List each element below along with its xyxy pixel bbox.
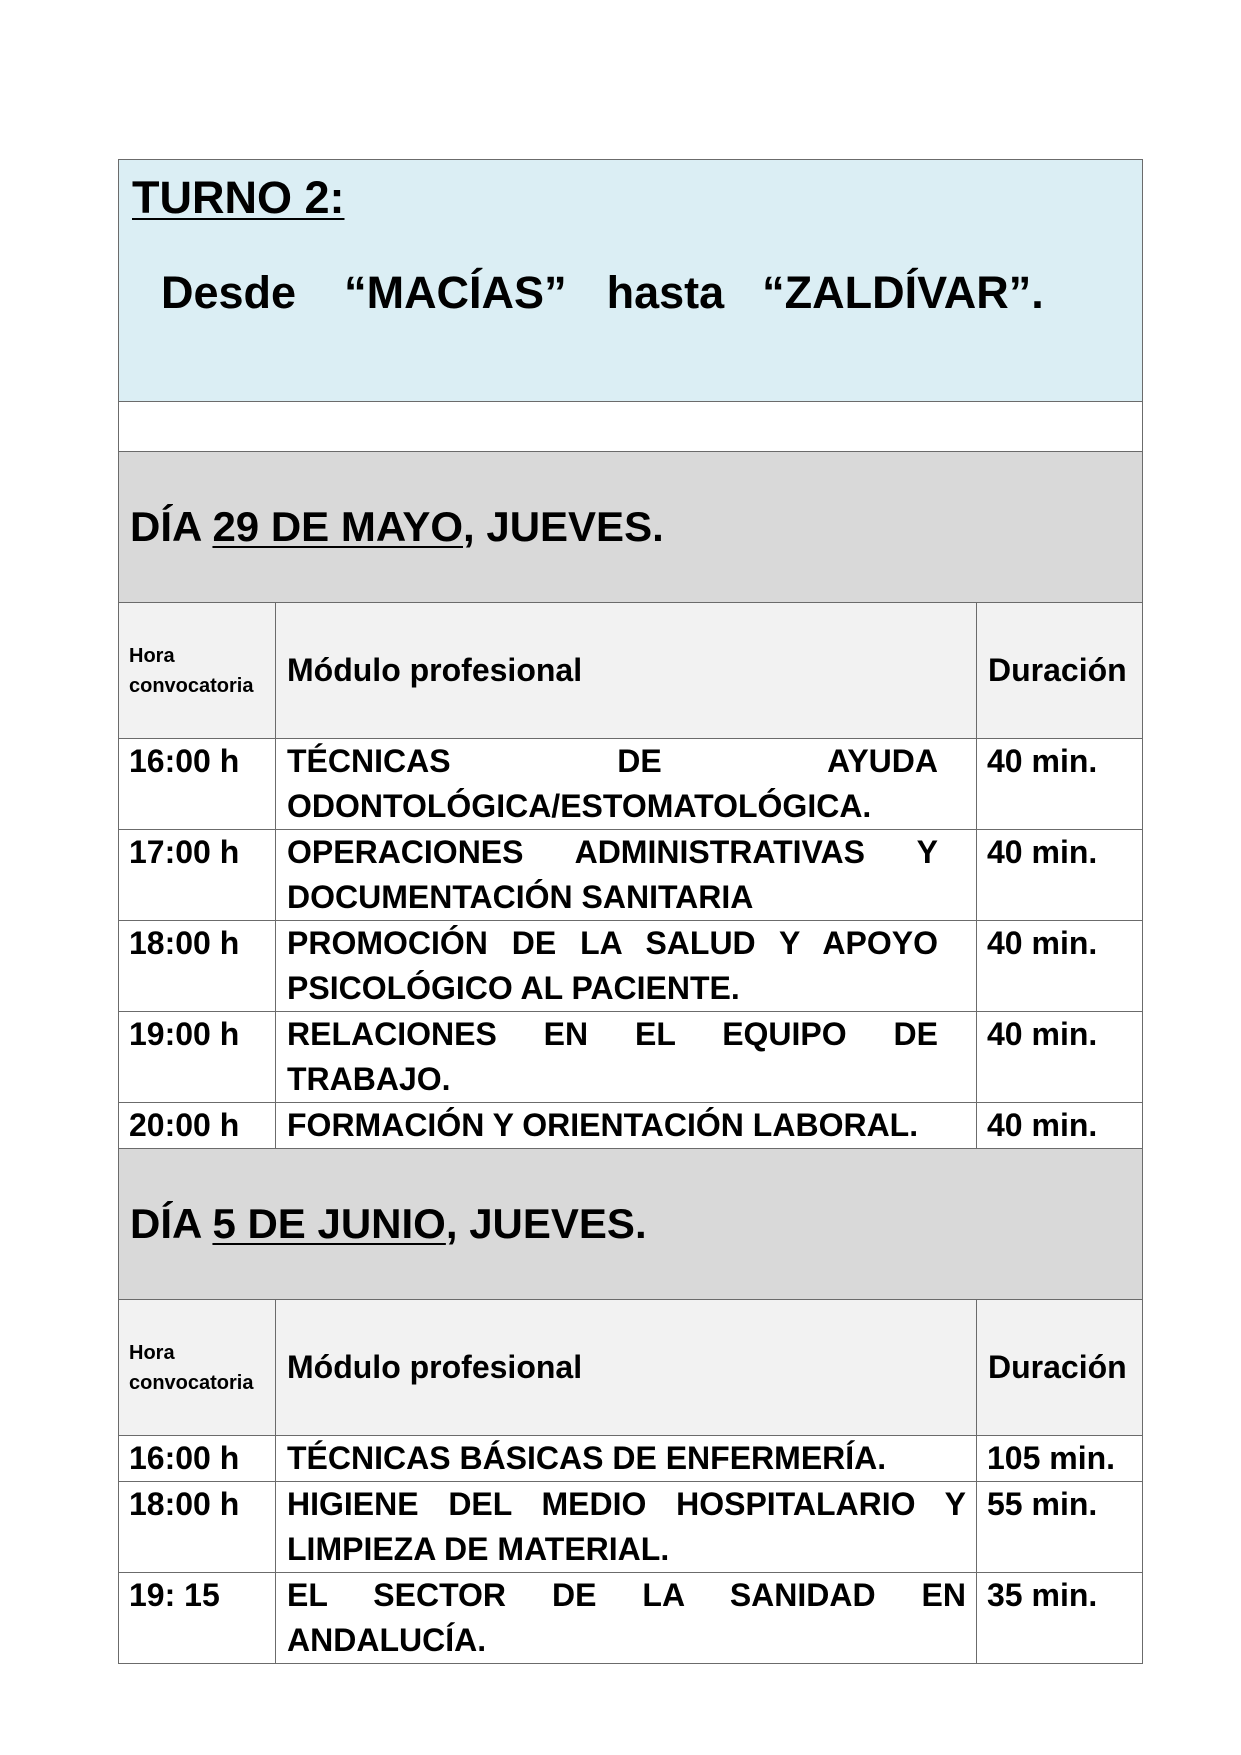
day-heading xyxy=(119,452,1143,603)
row-modulo: PROMOCIÓN DE LA SALUD Y APOYO PSICOLÓGICO AL PACIENTE. xyxy=(276,921,977,1012)
row-hora: 16:00 h xyxy=(119,1436,276,1482)
table-row xyxy=(119,1436,1143,1482)
day-title xyxy=(130,503,1142,551)
row-hora: 20:00 h xyxy=(119,1103,276,1149)
table-row xyxy=(119,1103,1143,1149)
col-hora-line1: Hora xyxy=(129,1341,175,1364)
table-row xyxy=(119,1573,1143,1664)
spacer-row xyxy=(119,402,1143,452)
turno-title: TURNO 2: xyxy=(132,172,345,223)
col-hora-line2: convocatoria xyxy=(129,674,254,697)
row-duracion: 40 min. xyxy=(977,921,1143,1012)
row-modulo: FORMACIÓN Y ORIENTACIÓN LABORAL. xyxy=(276,1103,977,1149)
column-header-row xyxy=(119,603,1143,739)
col-duracion-header: Duración xyxy=(977,603,1143,739)
col-hora-line1: Hora xyxy=(129,644,175,667)
row-modulo: TÉCNICAS BÁSICAS DE ENFERMERÍA. xyxy=(276,1436,977,1482)
range-word-from-name: “MACÍAS” xyxy=(344,267,567,319)
schedule-table xyxy=(118,159,1143,1664)
turno-range xyxy=(161,265,1142,321)
row-hora: 19:00 h xyxy=(119,1012,276,1103)
range-word-to-name: “ZALDÍVAR”. xyxy=(762,267,1044,319)
day-title xyxy=(130,1200,1142,1248)
row-hora: 18:00 h xyxy=(119,1482,276,1573)
row-duracion: 35 min. xyxy=(977,1573,1143,1664)
day-prefix: DÍA xyxy=(130,503,213,550)
row-duracion: 40 min. xyxy=(977,1012,1143,1103)
row-hora: 18:00 h xyxy=(119,921,276,1012)
row-hora: 17:00 h xyxy=(119,830,276,921)
table-row xyxy=(119,1482,1143,1573)
table-row xyxy=(119,830,1143,921)
day-suffix: , JUEVES. xyxy=(445,1200,647,1247)
row-duracion: 55 min. xyxy=(977,1482,1143,1573)
row-duracion: 105 min. xyxy=(977,1436,1143,1482)
row-hora: 16:00 h xyxy=(119,739,276,830)
row-modulo: TÉCNICAS DE AYUDA ODONTOLÓGICA/ESTOMATOLÓGICA. xyxy=(276,739,977,830)
turno-header xyxy=(119,160,1143,402)
col-hora-line2: convocatoria xyxy=(129,1371,254,1394)
table-row xyxy=(119,1012,1143,1103)
col-duracion-header: Duración xyxy=(977,1300,1143,1436)
day-date: 29 DE MAYO xyxy=(212,503,463,550)
row-modulo: RELACIONES EN EL EQUIPO DE TRABAJO. xyxy=(276,1012,977,1103)
range-word-desde: Desde xyxy=(161,267,297,319)
row-modulo: EL SECTOR DE LA SANIDAD EN ANDALUCÍA. xyxy=(276,1573,977,1664)
col-hora-header xyxy=(119,1300,276,1436)
row-duracion: 40 min. xyxy=(977,739,1143,830)
day-suffix: , JUEVES. xyxy=(463,503,664,550)
row-hora: 19: 15 xyxy=(119,1573,276,1664)
column-header-row xyxy=(119,1300,1143,1436)
day-date: 5 DE JUNIO xyxy=(212,1200,446,1247)
row-modulo: HIGIENE DEL MEDIO HOSPITALARIO Y LIMPIEZA DE MATERIAL. xyxy=(276,1482,977,1573)
row-modulo: OPERACIONES ADMINISTRATIVAS Y DOCUMENTACIÓN SANITARIA xyxy=(276,830,977,921)
range-word-hasta: hasta xyxy=(606,267,725,319)
col-modulo-header: Módulo profesional xyxy=(276,603,977,739)
row-duracion: 40 min. xyxy=(977,1103,1143,1149)
table-row xyxy=(119,921,1143,1012)
table-row xyxy=(119,739,1143,830)
col-modulo-header: Módulo profesional xyxy=(276,1300,977,1436)
day-heading xyxy=(119,1149,1143,1300)
col-hora-header xyxy=(119,603,276,739)
row-duracion: 40 min. xyxy=(977,830,1143,921)
day-prefix: DÍA xyxy=(130,1200,213,1247)
